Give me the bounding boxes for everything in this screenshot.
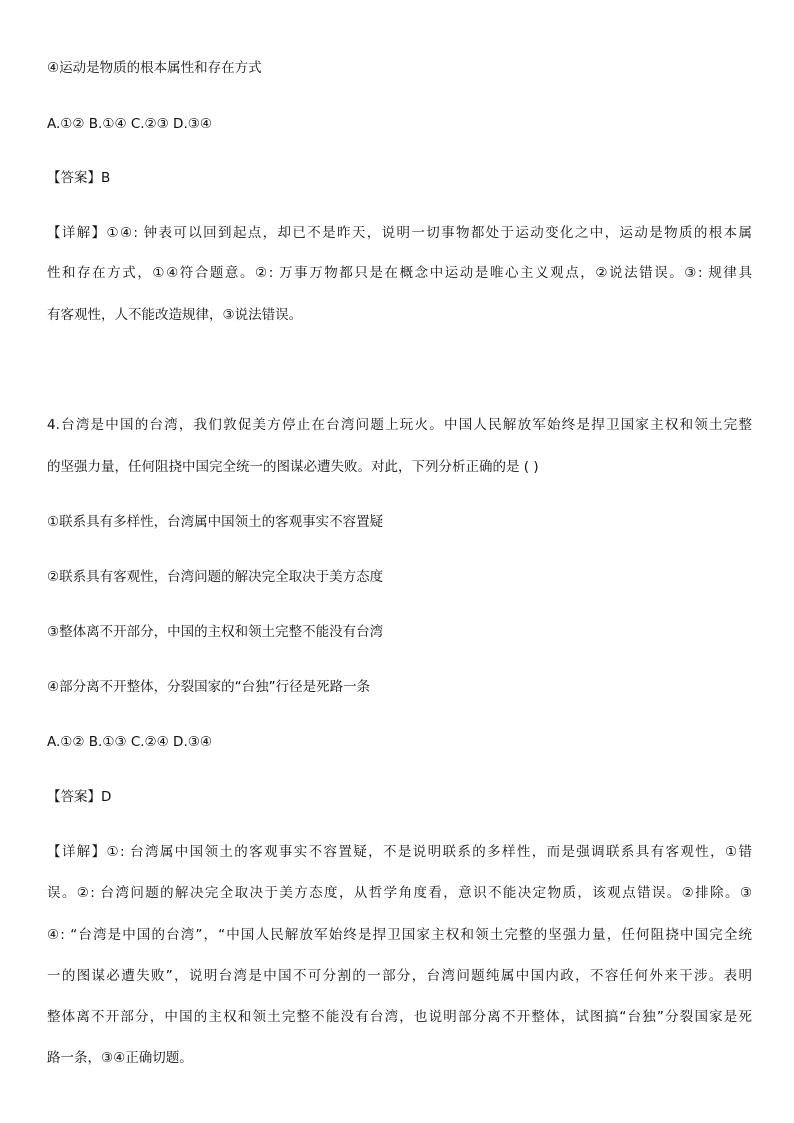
q4-explain-line: 一的图谋必遭失败”，说明台湾是中国不可分割的一部分，台湾问题纯属中国内政，不容任何外来干涉。表明 (47, 968, 752, 984)
q4-option-4: ④部分离不开整体，分裂国家的“台独”行径是死路一条 (47, 679, 371, 695)
q3-explain-line: 【详解】①④: 钟表可以回到起点，却已不是昨天，说明一切事物都处于运动变化之中，运动是物质的根本属 (47, 225, 752, 241)
q4-choices: A.①② B.①③ C.②④ D.③④ (47, 734, 212, 750)
q4-explain-line: 【详解】①: 台湾属中国领土的客观事实不容置疑，不是说明联系的多样性，而是强调联系具有客观性，①错 (47, 844, 752, 860)
q3-explain-line: 性和存在方式，①④符合题意。②: 万事万物都只是在概念中运动是唯心主义观点，②说法错误。③: 规律具 (47, 265, 752, 281)
q3-answer: 【答案】B (47, 170, 111, 186)
q4-explain-line: 整体离不开部分，中国的主权和领土完整不能没有台湾，也说明部分离不开整体，试图搞“台独”分裂国家是死 (47, 1009, 752, 1025)
q4-explain-line: 路一条，③④正确切题。 (47, 1050, 193, 1066)
q4-explain-line: ④: “台湾是中国的台湾”，“中国人民解放军始终是捍卫国家主权和领土完整的坚强力量，任何阻挠中国完全统 (47, 927, 752, 943)
q4-explain-line: 误。②: 台湾问题的解决完全取决于美方态度，从哲学角度看，意识不能决定物质，该观点错误。②排除。③ (47, 885, 752, 901)
q4-option-1: ①联系具有多样性，台湾属中国领土的客观事实不容置疑 (47, 514, 384, 530)
q4-stem-line: 的坚强力量，任何阻挠中国完全统一的图谋必遭失败。对此，下列分析正确的是 ( ) (47, 459, 539, 475)
q3-explain-line: 有客观性，人不能改造规律，③说法错误。 (47, 307, 303, 323)
q4-option-3: ③整体离不开部分，中国的主权和领土完整不能没有台湾 (47, 624, 384, 640)
q4-answer: 【答案】D (47, 789, 112, 805)
q4-option-2: ②联系具有客观性，台湾问题的解决完全取决于美方态度 (47, 569, 384, 585)
q3-choices: A.①② B.①④ C.②③ D.③④ (47, 116, 212, 132)
q3-option-4: ④运动是物质的根本属性和存在方式 (47, 60, 262, 76)
q4-stem-line: 4.台湾是中国的台湾，我们敦促美方停止在台湾问题上玩火。中国人民解放军始终是捍卫国家主权和领土完整 (47, 417, 752, 433)
